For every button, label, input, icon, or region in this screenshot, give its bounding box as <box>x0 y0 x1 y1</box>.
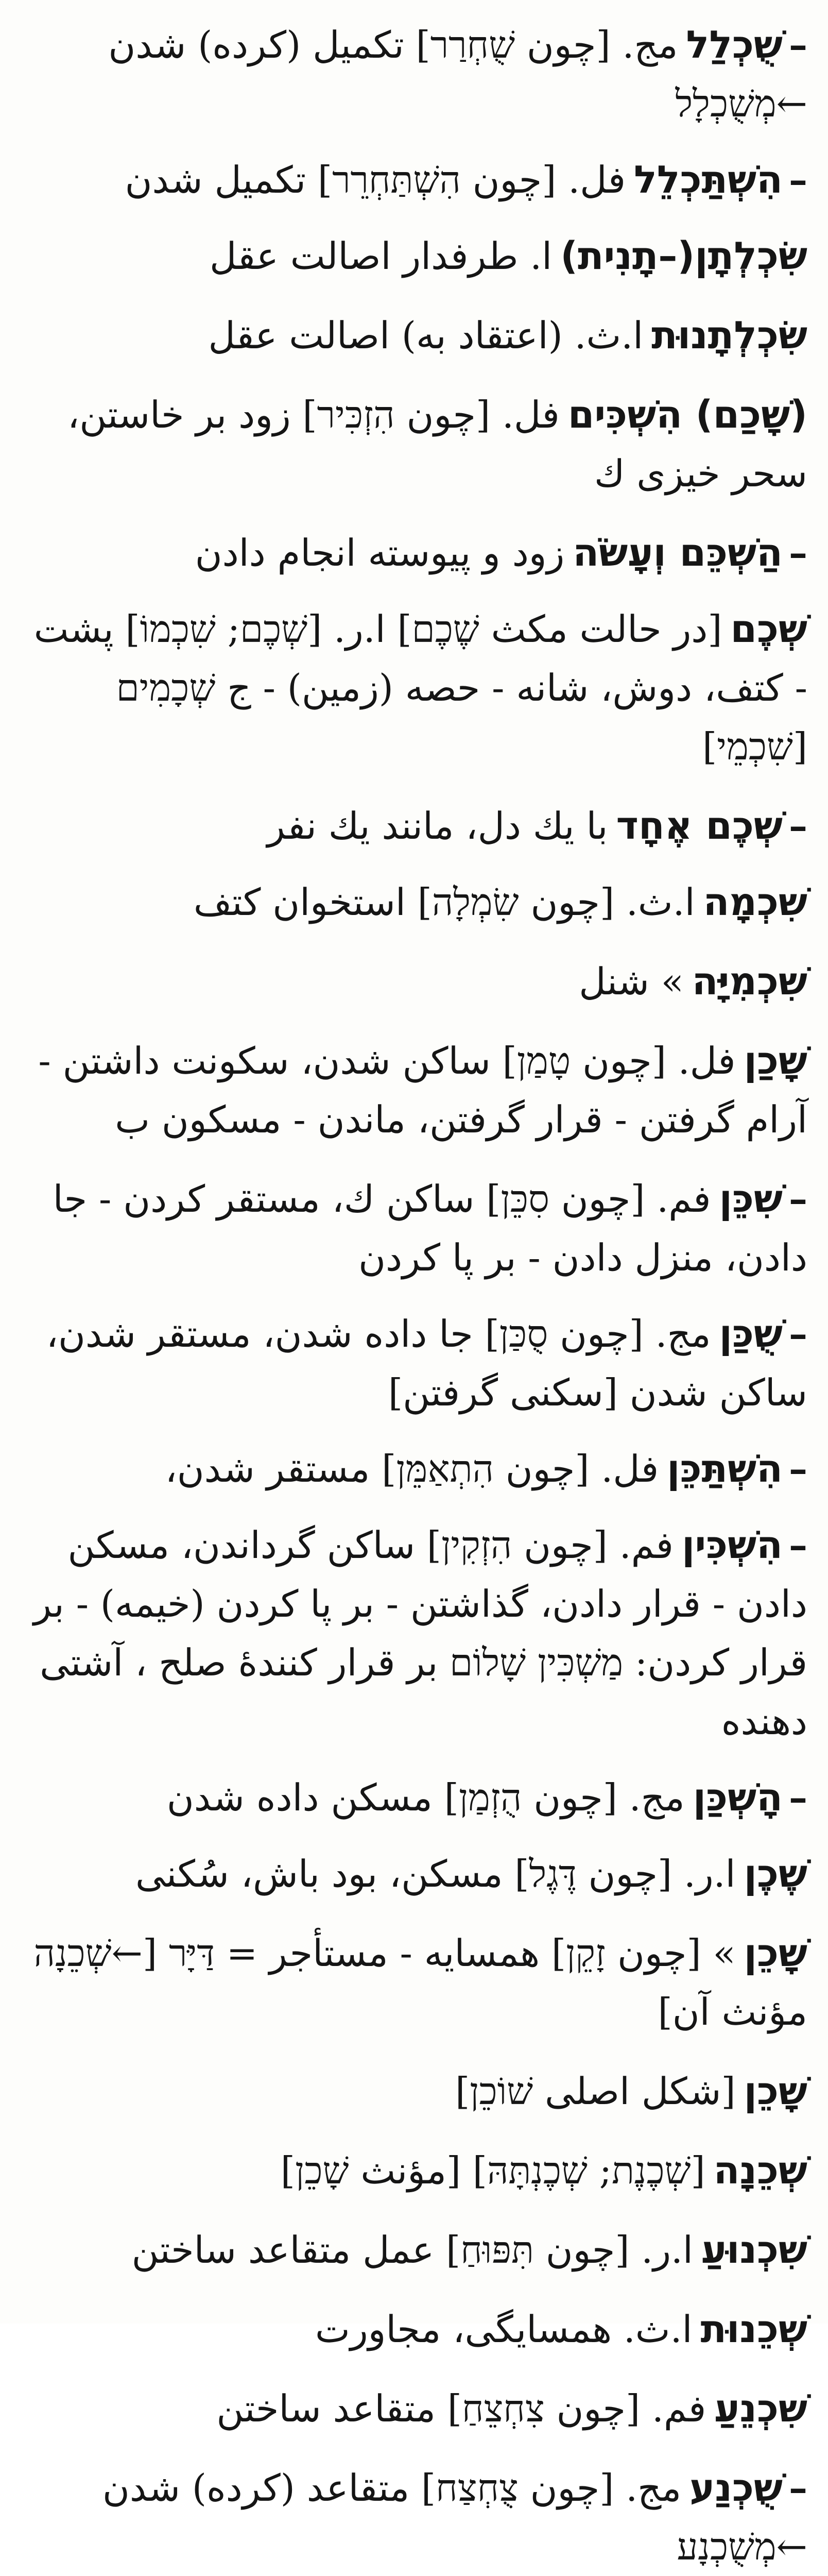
definition-text: [در حالت مكث שֶׁכֶם] ا.ر. [שְׁכֶם; שִׁכְמוֹ] پشت - كتف، دوش، شانه - حصه (زمين) - ج שְׁכָמִים [שִׁכְמֵי] <box>33 607 807 768</box>
subentry-dash: – <box>789 1447 807 1490</box>
definition-text: مج. [چون סֻכַּן] جا داده شدن، مستقر شدن، ساكن شدن [سكنى گرفتن] <box>46 1312 807 1414</box>
definition-text: فل. [چون טָמַן] ساكن شدن، سكونت داشتن - آرام گرفتن - قرار گرفتن، ماندن - مسكون ب <box>38 1039 807 1141</box>
definition-text: فم. [چون צִחְצֵחַ] متقاعد ساختن <box>216 2387 706 2430</box>
dictionary-entry <box>21 2062 807 2121</box>
dictionary-entry <box>21 1304 807 1422</box>
dictionary-entry <box>21 1924 807 2041</box>
definition-text: [שְׁכֶנֶת; שְׁכֶנְתָּהּ] [مؤنث שָׁכֵן] <box>280 2149 705 2192</box>
definition-text: فل. [چون הִזְכִּיר] زود بر خاستن، سحر خيزى ك <box>67 393 807 495</box>
dictionary-entry <box>21 796 807 855</box>
dictionary-entry <box>21 2221 807 2279</box>
dictionary-entry <box>21 600 807 776</box>
definition-text: با يك دل، مانند يك نفر <box>267 804 608 848</box>
definition-text: فم. [چون סִכֵּן] ساكن ك، مستقر كردن - جا دادن، منزل دادن - بر پا كردن <box>53 1177 807 1279</box>
headword: שָׁכַן <box>744 1039 807 1083</box>
subentry-dash: – <box>789 531 807 574</box>
headword: שִׂכְלְתָנוּת <box>651 313 807 358</box>
dictionary-entry <box>21 306 807 365</box>
dictionary-entry <box>21 1844 807 1903</box>
dictionary-entry <box>21 1768 807 1827</box>
headword: שְׁכֵנוּת <box>700 2307 807 2351</box>
dictionary-entry <box>21 227 807 285</box>
subentry-dash: – <box>789 1312 807 1355</box>
definition-text: ا.ث. [چون שִׂמְלָה] استخوان كتف <box>193 880 695 924</box>
dictionary-entry <box>21 1439 807 1498</box>
headword: שְׁכֵנָה <box>713 2148 807 2193</box>
subentry-dash: – <box>789 804 807 848</box>
headword: (שָׁכַם) הִשְׁכִּים <box>567 393 807 437</box>
definition-text: ا.ث. (اعتقاد به) اصالت عقل <box>208 314 644 357</box>
headword: שֻׁכְנַע <box>689 2466 783 2510</box>
definition-text: زود و پيوسته انجام دادن <box>195 531 565 574</box>
dictionary-entry <box>21 2379 807 2438</box>
dictionary-entry <box>21 150 807 209</box>
headword: שֻׁכְלַל <box>686 23 783 67</box>
headword: שָׁכֵן <box>744 2069 807 2113</box>
headword: הָשְׁכַּן <box>693 1775 783 1820</box>
headword: הַשְׁכֵּם וְעָשֹׂה <box>573 531 783 575</box>
definition-text: ا.ر. [چون דֶּגֶל] مسكن، بود باش، سُكنى <box>135 1852 736 1895</box>
headword: שֻׁכַּן <box>719 1312 783 1356</box>
definition-text: » [چون זָקֵן] همسايه - مستأجر = דַּיָּר [←שְׁכֵנָה مؤنث آن] <box>33 1931 807 2033</box>
dictionary-entry <box>21 873 807 931</box>
headword: הִשְׁתַּכְלֵל <box>634 158 783 202</box>
headword: שִׁכֵּן <box>719 1177 783 1221</box>
headword: הִשְׁכִּין <box>681 1523 783 1567</box>
headword: שִׂכְלְתָן(–תָנִית) <box>560 234 807 278</box>
definition-text: ا.ث. همسايگى، مجاورت <box>315 2308 693 2351</box>
dictionary-entry <box>21 2459 807 2576</box>
dictionary-entry <box>21 2300 807 2359</box>
dictionary-entry <box>21 952 807 1011</box>
headword: שִׁכְמָה <box>703 880 807 924</box>
definition-text: فل. [چون הִתְאַמֵּן] مستقر شدن، <box>165 1447 659 1490</box>
headword: שְׁכֶם אֶחָד <box>616 804 783 848</box>
headword: שֶׁכֶן <box>744 1852 807 1896</box>
subentry-dash: – <box>789 23 807 66</box>
definition-text: ا. طرفدار اصالت عقل <box>209 234 553 278</box>
definition-text: مج. [چون צֻחְצַח] متقاعد (كرده) شدن ←מְשֻׁכְנָע <box>102 2466 807 2568</box>
dictionary-entry <box>21 15 807 133</box>
definition-text: فل. [چون הִשְׁתַּחְרֵר] تكميل شدن <box>125 158 626 201</box>
subentry-dash: – <box>789 158 807 201</box>
headword: שִׁכְנֵעַ <box>714 2386 807 2431</box>
headword: שִׁכְנוּעַ <box>701 2228 807 2272</box>
dictionary-entry <box>21 385 807 503</box>
headword: הִשְׁתַּכֵּן <box>667 1447 783 1491</box>
headword: שְׁכֶם <box>730 607 807 651</box>
headword: שִׁכְמִיָּה <box>692 959 807 1004</box>
definition-text: مج. [چون הֻזְמַן] مسكن داده شدن <box>166 1776 685 1819</box>
subentry-dash: – <box>789 1775 807 1819</box>
definition-text: فم. [چون הִזְקִין] ساكن گرداندن، مسكن دادن - قرار دادن، گذاشتن - بر پا كردن (خيمه) - بر قرار كردن: מַשְׁכִּין שָׁלוֹם بر قرار كنندۀ صلح ، آشتى دهنده <box>33 1523 807 1743</box>
dictionary-entry <box>21 1516 807 1751</box>
headword: שָׁכֵן <box>744 1931 807 1975</box>
subentry-dash: – <box>789 1523 807 1567</box>
definition-text: » شنل <box>579 960 684 1003</box>
dictionary-entry <box>21 1170 807 1287</box>
definition-text: مج. [چون שֻׁחְרַר] تكميل (كرده) شدن ←מְשֻׁכְלָל <box>108 23 807 125</box>
subentry-dash: – <box>789 2466 807 2510</box>
definition-text: ا.ر. [چون תִּפּוּחַ] عمل متقاعد ساختن <box>131 2228 693 2272</box>
subentry-dash: – <box>789 1177 807 1221</box>
dictionary-entry <box>21 1031 807 1149</box>
dictionary-entry <box>21 2141 807 2200</box>
dictionary-entry <box>21 523 807 582</box>
definition-text: [شكل اصلى שׁוֹכֵן] <box>455 2070 736 2113</box>
